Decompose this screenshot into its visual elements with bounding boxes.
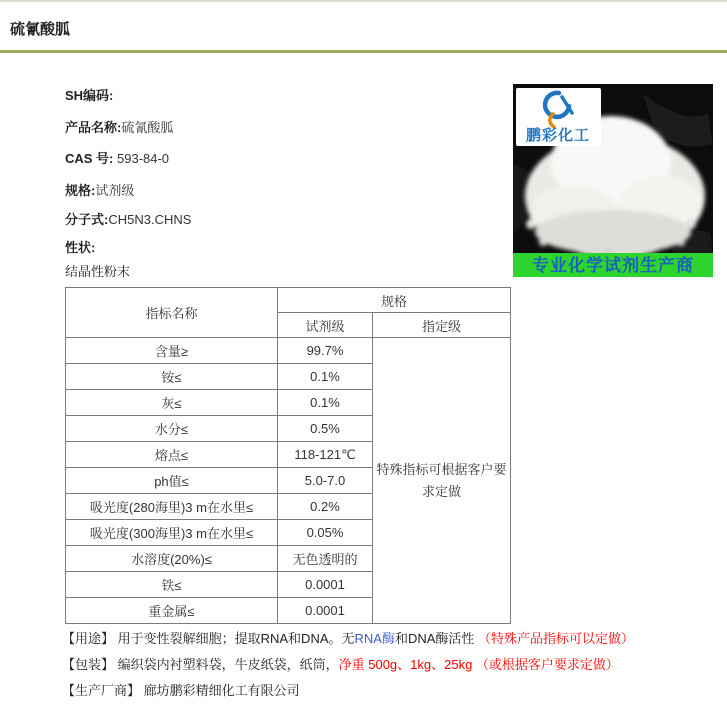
indicator-name: 吸光度(300海里)3 m在水里≤ (66, 520, 278, 546)
top-border-strip (0, 0, 727, 2)
product-photo (513, 84, 713, 277)
custom-spec-note: 特殊指标可根据客户要求定做 (373, 338, 511, 624)
logo-text: 鹏彩化工 (525, 127, 591, 144)
manufacturer-line: 【生产厂商】 廊坊鹏彩精细化工有限公司 (62, 683, 300, 698)
field-label: SH编码: (65, 88, 114, 103)
indicator-value: 0.1% (278, 364, 373, 390)
header-designated-grade: 指定级 (373, 313, 511, 338)
indicator-name: 熔点≤ (66, 442, 278, 468)
packaging-line (62, 656, 619, 673)
indicator-name: 铁≤ (66, 572, 278, 598)
packaging-weights: 净重 500g、1kg、25kg （或根据客户要求定做） (338, 657, 619, 672)
indicator-name: 铵≤ (66, 364, 278, 390)
spec-table (65, 287, 511, 624)
indicator-value: 0.05% (278, 520, 373, 546)
field-value: 硫氰酸胍 (121, 120, 174, 135)
title-divider (0, 50, 727, 53)
info-line-grade (65, 183, 134, 199)
info-line-formula (65, 212, 191, 228)
logo-box (516, 88, 601, 146)
indicator-value: 0.0001 (278, 598, 373, 624)
field-value: 593-84-0 (113, 151, 170, 166)
field-label: CAS 号: (65, 151, 114, 166)
rna-enzyme-link[interactable]: RNA酶 (354, 631, 395, 646)
table-row (66, 338, 511, 364)
field-label: 规格: (65, 183, 96, 198)
usage-custom-note: （特殊产品指标可以定做） (478, 631, 635, 646)
indicator-value: 0.5% (278, 416, 373, 442)
field-value: CH5N3.CHNS (108, 212, 192, 227)
indicator-name: 含量≥ (66, 338, 278, 364)
field-label: 产品名称: (65, 120, 122, 135)
info-line-cas (65, 151, 169, 167)
indicator-value: 无色透明的 (278, 546, 373, 572)
info-line-appearance-value: 结晶性粉末 (65, 264, 131, 279)
header-spec: 规格 (278, 288, 511, 313)
indicator-name: 水分≤ (66, 416, 278, 442)
field-label: 性状: (65, 240, 96, 255)
info-line-appearance-label (65, 240, 95, 256)
info-line-sh-code (65, 88, 113, 104)
usage-text-2: 和DNA酶活性 (394, 631, 479, 646)
indicator-name: 吸光度(280海里)3 m在水里≤ (66, 494, 278, 520)
indicator-value: 5.0-7.0 (278, 468, 373, 494)
indicator-name: 水溶度(20%)≤ (66, 546, 278, 572)
header-reagent-grade: 试剂级 (278, 313, 373, 338)
usage-line (62, 630, 634, 647)
indicator-value: 0.2% (278, 494, 373, 520)
indicator-name: ph值≤ (66, 468, 278, 494)
indicator-name: 重金属≤ (66, 598, 278, 624)
usage-text: 【用途】 用于变性裂解细胞；提取RNA和DNA。无 (62, 631, 355, 646)
page-title: 硫氰酸胍 (10, 21, 71, 38)
photo-banner (513, 253, 713, 277)
indicator-value: 0.0001 (278, 572, 373, 598)
indicator-name: 灰≤ (66, 390, 278, 416)
photo-banner-text: 专业化学试剂生产商 (532, 256, 694, 275)
indicator-value: 118-121℃ (278, 442, 373, 468)
packaging-text: 【包装】 编织袋内衬塑料袋，牛皮纸袋，纸筒， (62, 657, 339, 672)
table-header-row (66, 288, 511, 313)
indicator-value: 0.1% (278, 390, 373, 416)
header-indicator-name: 指标名称 (66, 288, 278, 338)
indicator-value: 99.7% (278, 338, 373, 364)
info-line-product-name (65, 120, 173, 136)
product-photo-image (513, 84, 713, 277)
field-label: 分子式: (65, 212, 109, 227)
field-value: 试剂级 (95, 183, 135, 198)
